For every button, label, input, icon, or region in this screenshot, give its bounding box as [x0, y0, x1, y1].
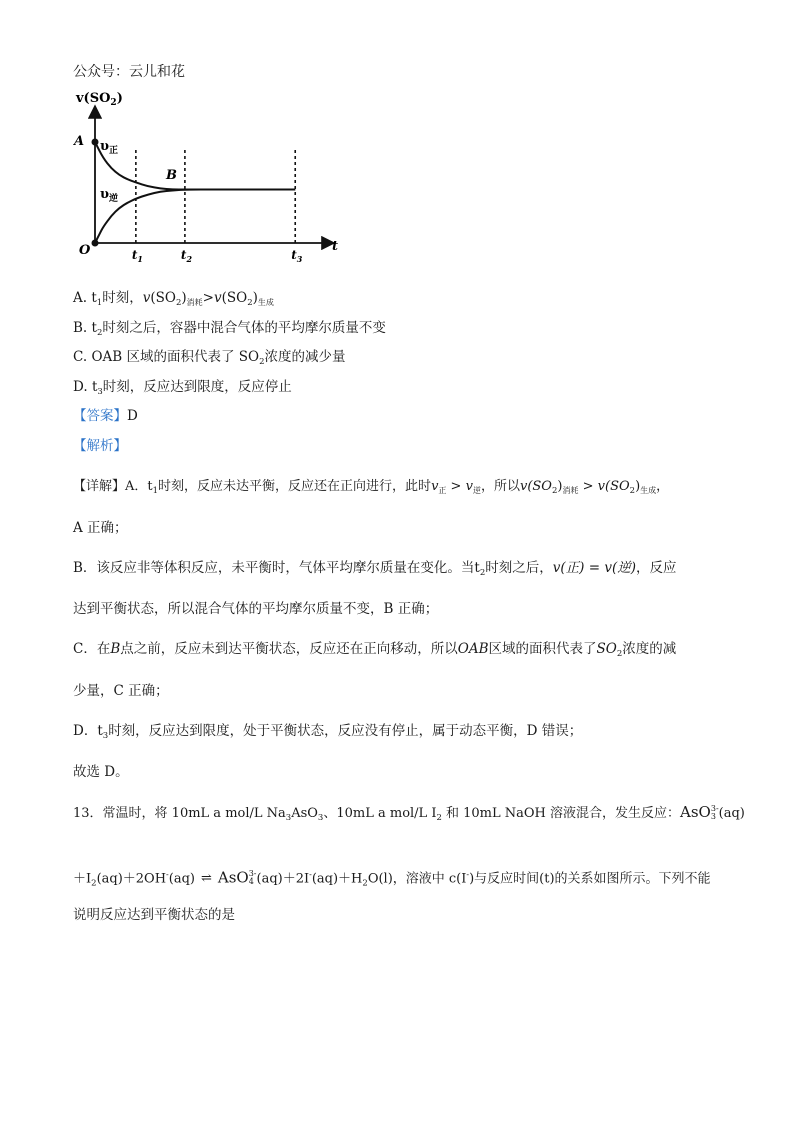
- rate-time-chart: [70, 88, 350, 268]
- detail-line-7: D．$t_3$时刻，反应达到限度，处于平衡状态，反应没有停止，属于动态平衡，D 错误；: [73, 723, 583, 741]
- point-b-label: B: [166, 168, 177, 183]
- answer-line: 【答案】D: [73, 408, 138, 424]
- header-watermark: 公众号：云儿和花: [73, 64, 185, 80]
- analysis-heading: 【解析】: [73, 438, 127, 454]
- option-a: A. $t_1$时刻，$v(SO_2)_{消耗}>v(SO_2)_{生成}$: [73, 290, 274, 308]
- option-c: C. OAB 区域的面积代表了 $SO_2$浓度的减少量: [73, 349, 346, 367]
- tick-label-t3: $t_3$: [291, 248, 303, 264]
- reverse-rate-label: $\upsilon_逆$: [100, 187, 119, 204]
- option-b: B. $t_2$时刻之后，容器中混合气体的平均摩尔质量不变: [73, 320, 386, 338]
- detail-line-8: 故选 D。: [73, 764, 129, 780]
- origin-label: O: [79, 243, 91, 258]
- tick-label-t2: $t_2$: [180, 248, 193, 264]
- y-axis-label: $v(SO_2)$: [76, 91, 123, 108]
- detail-line-2: A 正确；: [73, 520, 128, 536]
- question-13-line-1: 13．常温时，将 10mL a mol/L $Na_3AsO_3$、10mL a mol/L $I_2$ 和 10mL NaOH 溶液混合，发生反应：AsO 3- 3 (aq): [73, 803, 745, 823]
- x-axis-label: t: [332, 239, 339, 254]
- detail-line-6: 少量，C 正确；: [73, 683, 169, 699]
- reverse-rate-curve: [95, 190, 295, 244]
- question-13-line-3: 说明反应达到平衡状态的是: [73, 907, 235, 923]
- forward-rate-curve: [95, 142, 295, 190]
- option-d: D. $t_3$时刻，反应达到限度，反应停止: [73, 379, 292, 397]
- detail-line-1: 【详解】A．$t_1$时刻，反应未达平衡，反应还在正向进行，此时$v_正 > v_逆$，所以$v(SO_2)_{消耗} > v(SO_2)_{生成}$，: [73, 479, 670, 496]
- detail-line-5: C．在B点之前，反应未到达平衡状态，反应还在正向移动，所以OAB区域的面积代表了$SO_2$浓度的减: [73, 641, 677, 659]
- tick-label-t1: $t_1$: [131, 248, 143, 264]
- question-13-line-2: $+I_2(aq)+2OH^-(aq)$ ⇌ AsO 3- 4 $(aq)+2I^-(aq)+H_2O(l)$，溶液中 c(I-)与反应时间(t)的关系如图所示。下列不能: [73, 868, 711, 889]
- point-a-label: A: [74, 134, 85, 149]
- detail-line-4: 达到平衡状态，所以混合气体的平均摩尔质量不变，B 正确；: [73, 601, 439, 617]
- forward-rate-label: $\upsilon_正$: [100, 139, 119, 156]
- detail-line-3: B．该反应非等体积反应，未平衡时，气体平均摩尔质量在变化。当$t_2$时刻之后，v(正) = v(逆)，反应: [73, 560, 677, 578]
